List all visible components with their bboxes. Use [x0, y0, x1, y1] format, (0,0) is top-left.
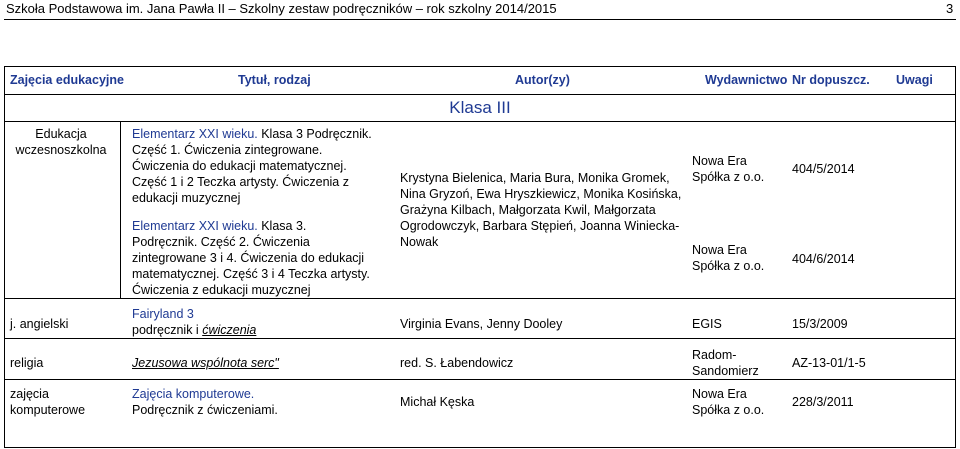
subject-komputerowe: zajęcia komputerowe	[10, 387, 86, 417]
approval-number-angielski: 15/3/2009	[792, 317, 848, 331]
row-divider-1	[4, 298, 956, 299]
subject-angielski: j. angielski	[10, 317, 69, 331]
document-header-title: Szkoła Podstawowa im. Jana Pawła II – Szkolny zestaw podręczników – rok szkolny 2014/2015	[6, 1, 557, 16]
authors-religia: red. S. Łabendowicz	[400, 356, 514, 370]
subject-religia: religia	[10, 356, 44, 370]
publisher-religia: Radom-Sandomierz	[692, 348, 759, 378]
publisher-angielski: EGIS	[692, 317, 722, 331]
book-description: Klasa 3 Podręcznik. Część 1. Ćwiczenia zintegrowane. Ćwiczenia do edukacji matematycznej. Część 1 i 2 Teczka artysty. Ćwiczenia z edukacji muzycznej	[132, 127, 372, 205]
page-number: 3	[946, 1, 954, 16]
approval-number-edukacja-1: 404/5/2014	[792, 162, 855, 176]
row-divider-3	[4, 379, 956, 380]
column-header-nr: Nr dopuszcz.	[792, 73, 870, 87]
column-header-uwagi: Uwagi	[896, 73, 933, 87]
table-right-border	[955, 66, 956, 448]
subject-edukacja: Edukacja wczesnoszkolna	[15, 127, 107, 157]
publisher-komputerowe: Nowa Era Spółka z o.o.	[692, 387, 765, 417]
approval-number-religia: AZ-13-01/1-5	[792, 356, 866, 370]
section-bottom	[4, 121, 956, 122]
row-divider-2	[4, 338, 956, 339]
table-bottom-border	[4, 447, 956, 448]
book-series-name: Elementarz XXI wieku.	[132, 127, 258, 141]
column-header-bottom	[4, 94, 956, 95]
authors-angielski: Virginia Evans, Jenny Dooley	[400, 317, 563, 331]
book-series-name: Elementarz XXI wieku.	[132, 219, 258, 233]
book-type-exercises: ćwiczenia	[202, 323, 257, 337]
header-rule	[4, 19, 956, 20]
publisher-edukacja-2: Nowa Era Spółka z o.o.	[692, 243, 765, 273]
approval-number-komputerowe: 228/3/2011	[792, 395, 854, 409]
table-top-border	[4, 66, 956, 67]
book-title-edukacja-1	[132, 126, 374, 206]
book-title-komputerowe	[132, 386, 278, 418]
column-header-zajecia: Zajęcia edukacyjne	[10, 73, 124, 87]
book-series-name: Zajęcia komputerowe.	[132, 387, 255, 401]
column-header-autor: Autor(zy)	[515, 73, 570, 87]
approval-number-edukacja-2: 404/6/2014	[792, 252, 855, 266]
authors-edukacja: Krystyna Bielenica, Maria Bura, Monika Gromek, Nina Gryzoń, Ewa Hryszkiewicz, Monika Kosińska, Grażyna Kilbach, Małgorzata Kwil, Małgorzata Ogrodowczyk, Barbara Stępień, Joanna Winiecka-Nowak	[400, 171, 682, 249]
book-title-edukacja-2	[132, 218, 374, 298]
authors-komputerowe: Michał Kęska	[400, 395, 475, 409]
book-type-text: podręcznik i	[132, 323, 203, 337]
table-left-border	[4, 66, 5, 448]
section-title-klasa: Klasa III	[449, 98, 511, 117]
book-description	[132, 322, 256, 338]
subject-separator	[120, 121, 121, 298]
book-title-religia: Jezusowa wspólnota serc"	[132, 356, 279, 370]
book-series-name: Fairyland 3	[132, 307, 194, 321]
book-description: Podręcznik z ćwiczeniami.	[132, 403, 278, 417]
book-title-angielski	[132, 306, 256, 338]
column-header-tytul: Tytuł, rodzaj	[238, 73, 311, 87]
publisher-edukacja-1: Nowa Era Spółka z o.o.	[692, 154, 765, 184]
column-header-wydawnictwo: Wydawnictwo	[705, 73, 788, 87]
book-description: Klasa 3. Podręcznik. Część 2. Ćwiczenia zintegrowane 3 i 4. Ćwiczenia do edukacji matematycznej. Część 3 i 4 Teczka artysty. Ćwiczenia z edukacji muzycznej	[132, 219, 370, 297]
